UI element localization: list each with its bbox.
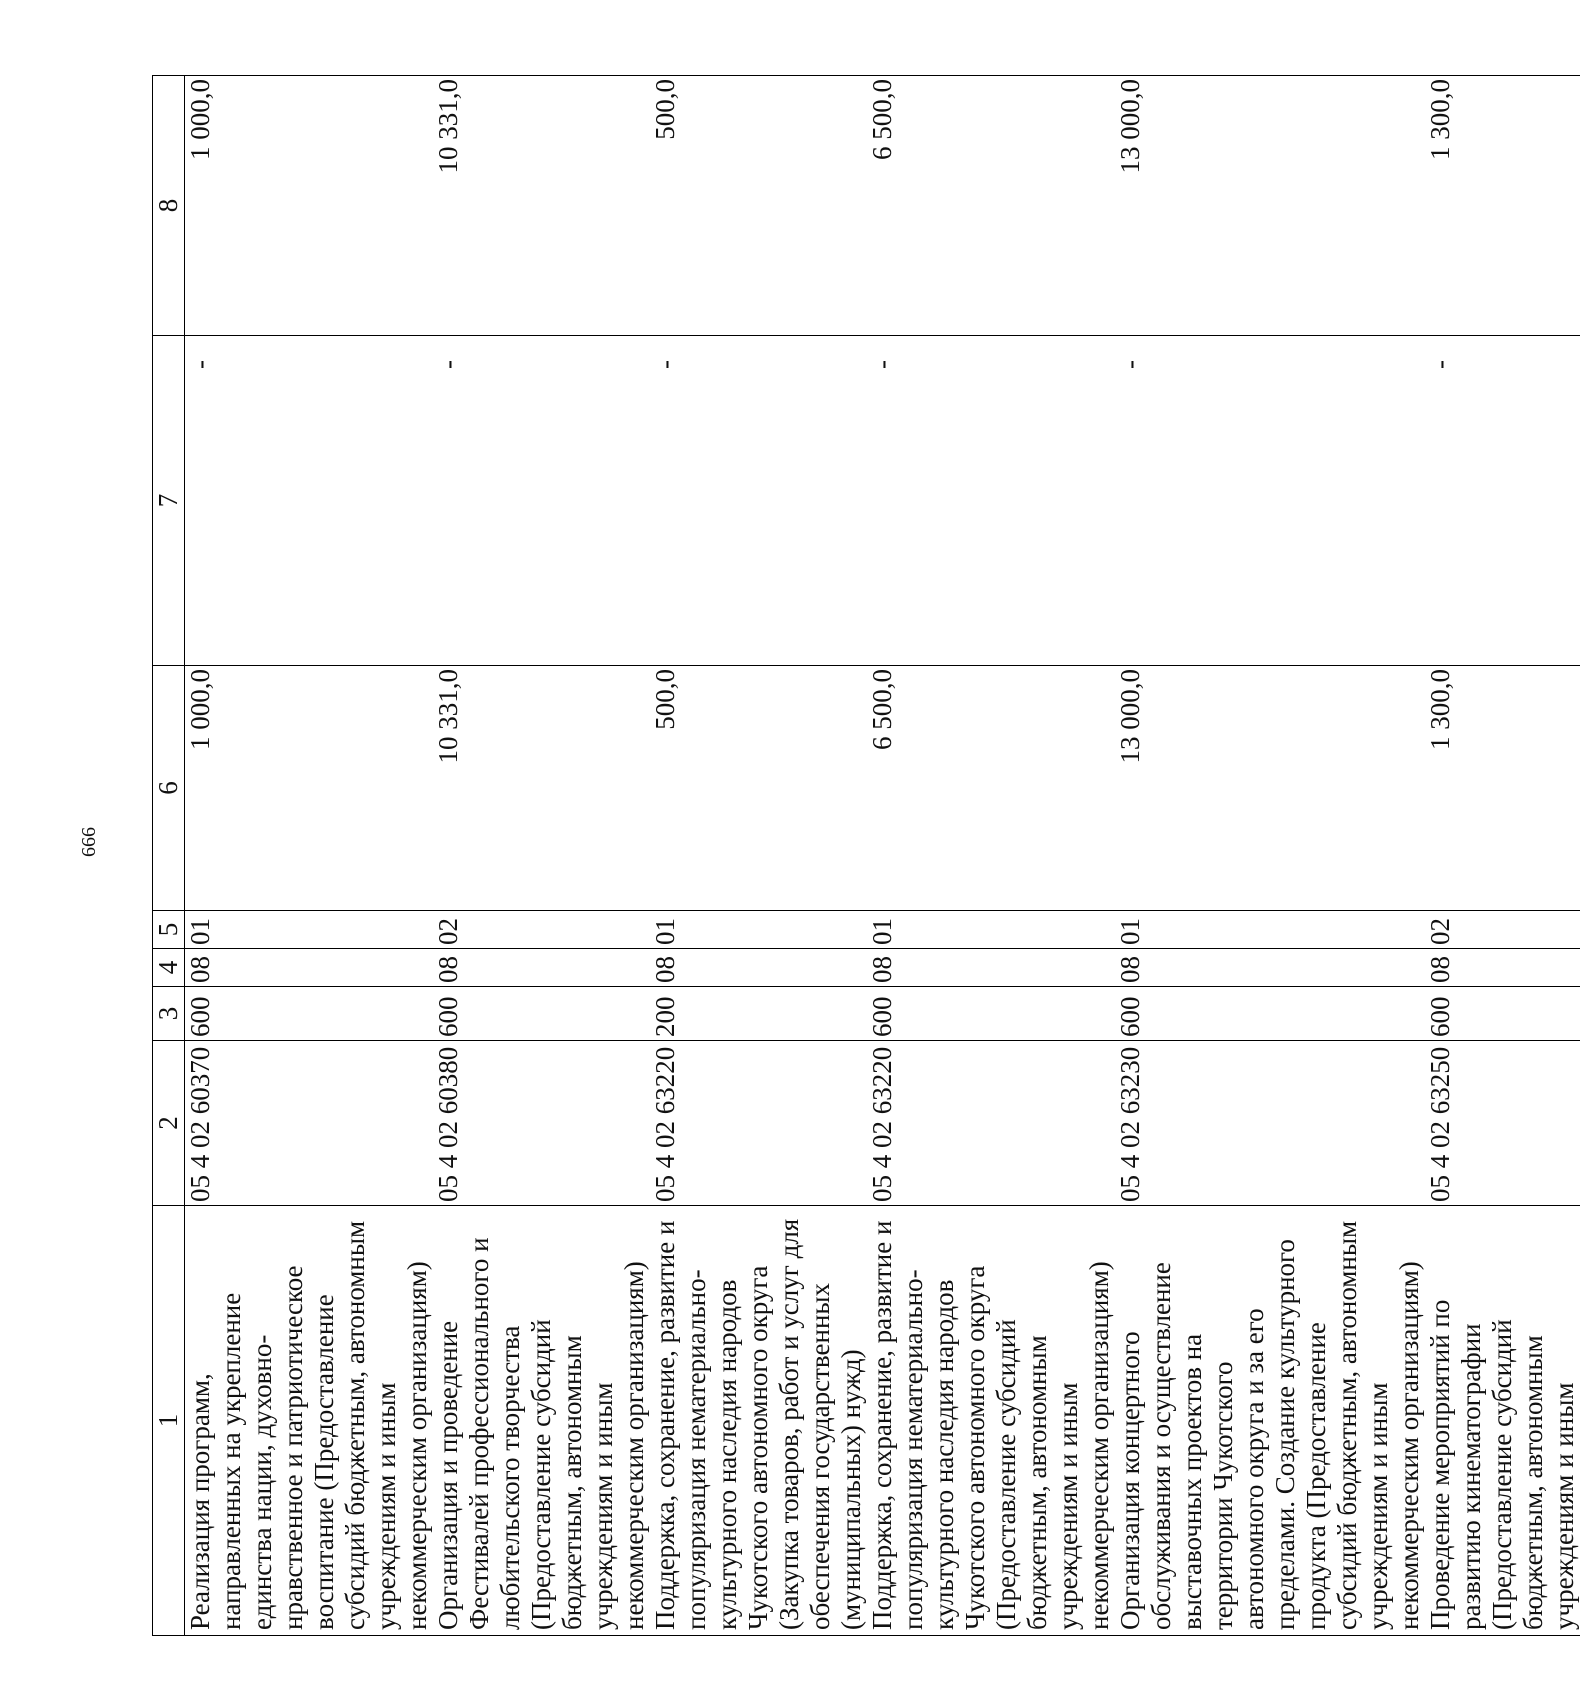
row-name: Реализация программ, направленных на укрепление единства нации, духовно-нравственное и патриотическое воспитание (Предоставление субсидий бюджетным, автономным учреждениям и иным некоммерческим организациям) [185,1206,434,1636]
row-col-4: 08 [185,949,434,987]
row-col-7: - [433,336,650,666]
row-col-5: 01 [650,911,867,949]
row-col-8: 13 000,0 [1115,76,1425,336]
row-col-5: 01 [185,911,434,949]
row-col-6: 6 500,0 [867,666,1115,911]
row-name: Проведение мероприятий по развитию кинематографии (Предоставление субсидий бюджетным, автономным учреждениям и иным [1425,1206,1580,1636]
row-col-4: 08 [650,949,867,987]
header-col-5: 5 [153,911,185,949]
row-col-4: 08 [1425,949,1580,987]
header-col-2: 2 [153,1041,185,1206]
budget-table [152,75,1580,1636]
rotated-page [152,76,1579,1636]
row-name: Поддержка, сохранение, развитие и популяризация нематериально-культурного наследия народов Чукотского автономного округа (Закупка товаров, работ и услуг для обеспечения государственных (муниципальных) нужд) [650,1206,867,1636]
row-code: 05 4 02 63220 [650,1041,867,1206]
table-row [650,76,867,1636]
row-name: Поддержка, сохранение, развитие и популяризация нематериально-культурного наследия народов Чукотского автономного округа (Предоставление субсидий бюджетным, автономным учреждениям и иным некоммерческим организациям) [867,1206,1115,1636]
row-col-3: 600 [433,987,650,1041]
row-col-3: 200 [650,987,867,1041]
header-col-7: 7 [153,336,185,666]
row-col-8: 6 500,0 [867,76,1115,336]
row-col-6: 10 331,0 [433,666,650,911]
row-col-6: 500,0 [650,666,867,911]
row-col-7: - [650,336,867,666]
row-col-6: 13 000,0 [1115,666,1425,911]
row-col-7: - [867,336,1115,666]
row-code: 05 4 02 63220 [867,1041,1115,1206]
row-col-3: 600 [1425,987,1580,1041]
table-row [867,76,1115,1636]
header-row [153,76,185,1636]
row-col-3: 600 [185,987,434,1041]
row-col-5: 01 [867,911,1115,949]
row-code: 05 4 02 60370 [185,1041,434,1206]
page-number: 666 [78,827,100,857]
row-col-8: 10 331,0 [433,76,650,336]
table-row [1115,76,1425,1636]
row-col-7: - [1425,336,1580,666]
row-col-4: 08 [867,949,1115,987]
header-col-6: 6 [153,666,185,911]
row-code: 05 4 02 60380 [433,1041,650,1206]
row-col-5: 02 [433,911,650,949]
row-col-7: - [1115,336,1425,666]
row-col-3: 600 [867,987,1115,1041]
row-name: Организация и проведение Фестивалей профессионального и любительского творчества (Предоставление субсидий бюджетным, автономным учреждениям и иным некоммерческим организациям) [433,1206,650,1636]
header-col-3: 3 [153,987,185,1041]
row-col-8: 1 000,0 [185,76,434,336]
header-col-8: 8 [153,76,185,336]
row-col-6: 1 300,0 [1425,666,1580,911]
table-row [185,76,434,1636]
row-col-4: 08 [433,949,650,987]
row-col-6: 1 000,0 [185,666,434,911]
row-name: Организация концертного обслуживания и осуществление выставочных проектов на территории Чукотского автономного округа и за его пределами. Создание культурного продукта (Предоставление субсидий бюджетным, автономным учреждениям и иным некоммерческим организациям) [1115,1206,1425,1636]
table-row [433,76,650,1636]
row-col-5: 02 [1425,911,1580,949]
header-col-1: 1 [153,1206,185,1636]
table-row [1425,76,1580,1636]
row-col-3: 600 [1115,987,1425,1041]
row-code: 05 4 02 63250 [1425,1041,1580,1206]
row-col-5: 01 [1115,911,1425,949]
row-col-8: 500,0 [650,76,867,336]
row-col-8: 1 300,0 [1425,76,1580,336]
row-code: 05 4 02 63230 [1115,1041,1425,1206]
header-col-4: 4 [153,949,185,987]
row-col-7: - [185,336,434,666]
row-col-4: 08 [1115,949,1425,987]
